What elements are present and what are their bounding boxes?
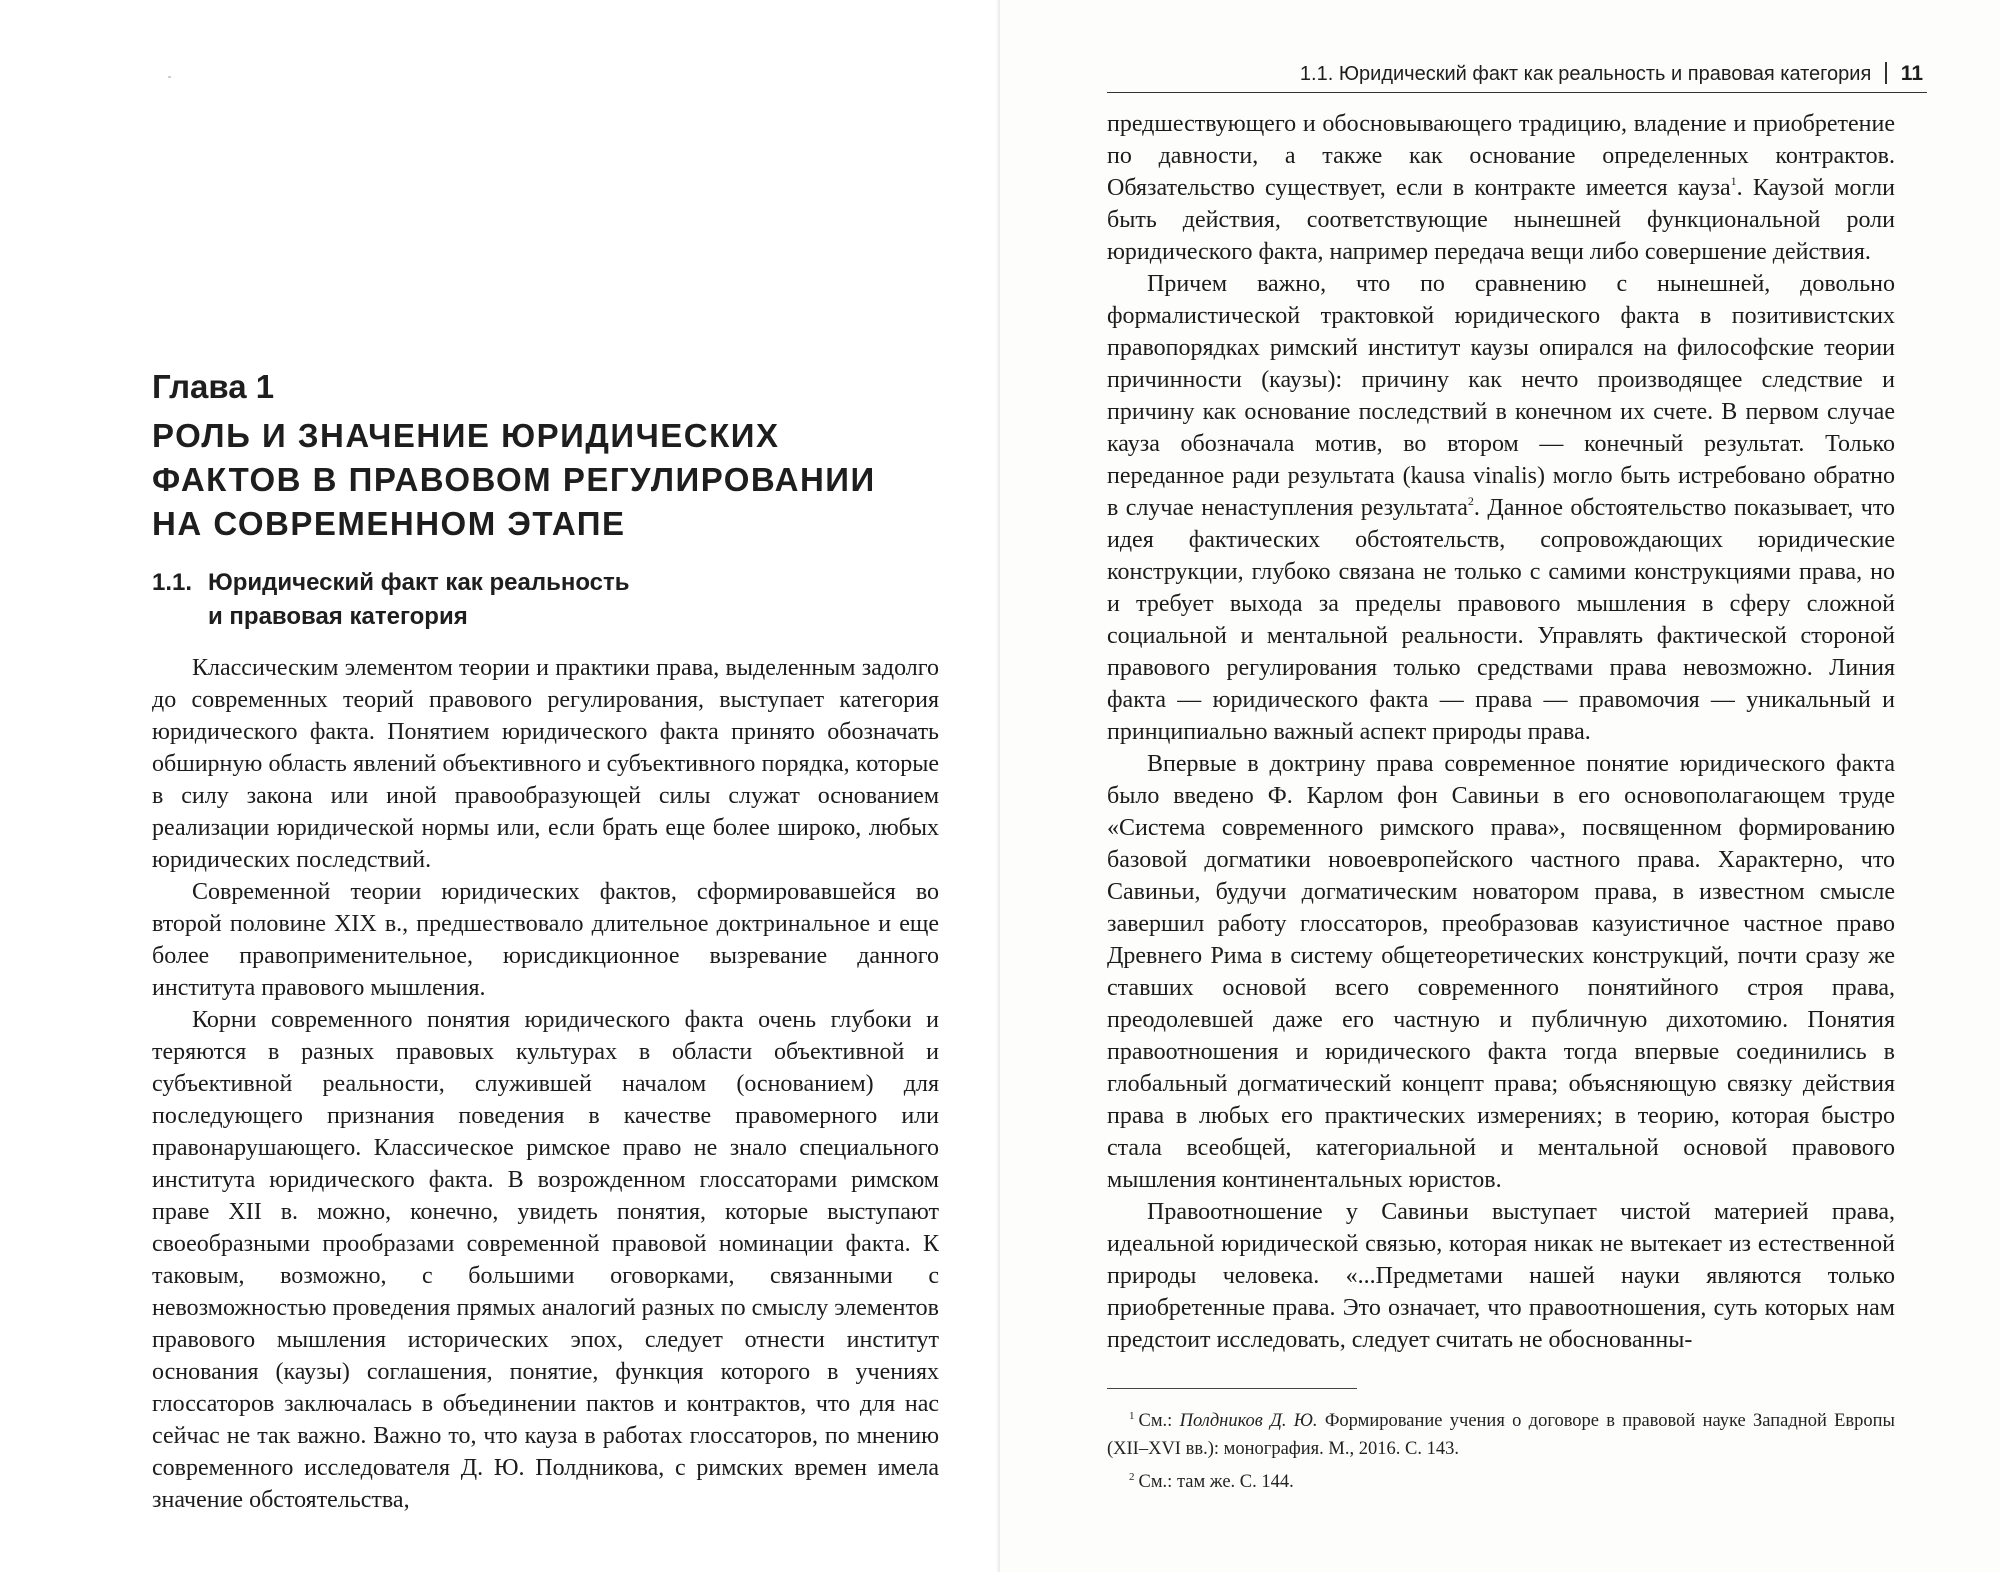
- chapter-title-line: НА СОВРЕМЕННОМ ЭТАПЕ: [152, 505, 626, 542]
- paragraph-text: . Каузой могли быть действия, соответствующие нынешней функциональной роли юридического факта, например передача вещи либо совершение действия.: [1107, 175, 1895, 265]
- chapter-heading: [152, 366, 912, 546]
- paragraph: Впервые в доктрину права современное понятие юридического факта было введено Ф. Карлом фон Савиньи в его основополагающем труде «Система современного римского права», посвященном формированию базовой догматики новоевропейского частного права. Характерно, что Савиньи, будучи догматическим новатором права, в известном смысле завершил работу глоссаторов, преобразовав казуистичное частное право Древнего Рима в систему общетеоретических конструкций, почти сразу же ставших основой всего современного понятийного строя права, преодолевшей даже его частную и публичную дихотомию. Понятия правоотношения и юридического факта тогда впервые соединились в глобальный догматический концепт права; объясняющую связку действия права в любых его практических измерениях; в теорию, которая быстро стала всеобщей, категориальной и ментальной основой правового мышления континентальных юристов.: [1107, 751, 1895, 1193]
- footnote-number: 1: [1129, 1410, 1135, 1422]
- footnote-ref[interactable]: 1: [1730, 174, 1737, 188]
- chapter-title-line: РОЛЬ И ЗНАЧЕНИЕ ЮРИДИЧЕСКИХ: [152, 417, 780, 454]
- section-title-line: Юридический факт как реальность: [208, 569, 630, 596]
- paragraph: Корни современного понятия юридического факта очень глубоки и теряются в разных правовых культурах в области объективной и субъективной реальности, служившей началом (основанием) для последующего признания поведения в качестве правомерного или правонарушающего. Классическое римское право не знало специального института юридического факта. В возрожденном глоссаторами римском праве XII в. можно, конечно, увидеть понятия, которые выступают своеобразными прообразами современной правовой номинации факта. К таковым, возможно, с большими оговорками, связанными с невозможностью проведения прямых аналогий разных по смыслу элементов правового мышления исторических эпох, следует отнести институт основания (каузы) соглашения, понятие, функция которого в учениях глоссаторов заключалась в объединении пактов и контрактов, что для нас сейчас не так важно. Важно то, что кауза в работах глоссаторов, по мнению современного исследователя Д. Ю. Полдникова, с римских времен имела значение обстоятельства,: [152, 1007, 939, 1513]
- footnotes: [1107, 1402, 1895, 1496]
- footnote-prefix: См.:: [1138, 1472, 1177, 1492]
- paragraph: Современной теории юридических фактов, сформировавшейся во второй половине XIX в., предшествовало длительное доктринальное и еще более правоприменительное, юрисдикционное вызревание данного института правового мышления.: [152, 879, 939, 1001]
- footnote-text: там же. С. 144.: [1176, 1472, 1294, 1492]
- paragraph-text: . Данное обстоятельство показывает, что идея фактических обстоятельств, сопровождающих юридические конструкции, глубоко связана не только с самими конструкциями права, но и требует выхода за пределы правового мышления в сферу сложной социальной и ментальной реальности. Управлять фактической стороной правового регулирования только средствами права невозможно. Линия факта — юридического факта — права — правомочия — уникальный и принципиально важный аспект природы права.: [1107, 495, 1895, 745]
- chapter-title-line: ФАКТОВ В ПРАВОВОМ РЕГУЛИРОВАНИИ: [152, 461, 876, 498]
- chapter-title: [152, 414, 912, 546]
- footnote: [1107, 1463, 1895, 1496]
- paragraph: [1107, 268, 1895, 748]
- paragraph: [1107, 108, 1895, 268]
- chapter-label: Глава 1: [152, 368, 275, 405]
- footnote-ref[interactable]: 2: [1467, 494, 1474, 508]
- paper-speck: [168, 76, 171, 78]
- footnote-author: Полдников Д. Ю.: [1179, 1411, 1318, 1431]
- running-header: [1107, 56, 1927, 93]
- footnote-prefix: См.:: [1138, 1411, 1180, 1431]
- paragraph-text: предшествующего и обосновывающего традицию, владение и приобретение по давности, а также как основание определенных контрактов. Обязательство существует, если в контракте имеется кауза: [1107, 111, 1895, 201]
- left-body-text: [152, 652, 939, 1516]
- footnote-text: Формирование учения о договоре в правовой науке Западной Европы (XII–XVI вв.): монография. М., 2016. С. 143.: [1107, 1411, 1895, 1459]
- page-number: 11: [1900, 62, 1923, 85]
- running-header-title: 1.1. Юридический факт как реальность и правовая категория: [1299, 63, 1872, 85]
- running-header-separator: [1885, 62, 1887, 84]
- section-heading: [152, 566, 912, 634]
- right-body-text: [1107, 108, 1895, 1356]
- paragraph: Правоотношение у Савиньи выступает чистой материей права, идеальной юридической связью, которая никак не вытекает из естественной природы человека. «...Предметами нашей науки являются только приобретенные права. Это означает, что правоотношения, суть которых нам предстоит исследовать, следует считать не обоснованны-: [1107, 1199, 1895, 1353]
- section-number: 1.1.: [152, 569, 193, 596]
- paragraph: Классическим элементом теории и практики права, выделенным задолго до современных теорий правового регулирования, выступает категория юридического факта. Понятием юридического факта принято обозначать обширную область явлений объективного и субъективного порядка, которые в силу закона или иной правообразующей силы служат основанием реализации юридической нормы или, если брать еще более широко, любых юридических последствий.: [152, 655, 939, 873]
- footnote-rule: [1107, 1388, 1357, 1389]
- footnote: [1107, 1402, 1895, 1463]
- section-title-line: и правовая категория: [208, 603, 468, 630]
- footnote-number: 2: [1129, 1471, 1135, 1483]
- paragraph-text: Причем важно, что по сравнению с нынешней, довольно формалистической трактовкой юридического факта в позитивистских правопорядках римский институт каузы опирался на философские теории причинности (каузы): причину как нечто производящее следствие и причину как основание последствий в конечном их счете. В первом случае кауза обозначала мотив, во втором — конечный результат. Только переданное ради результата (kausa vinalis) могло быть истребовано обратно в случае ненаступления результата: [1107, 271, 1895, 521]
